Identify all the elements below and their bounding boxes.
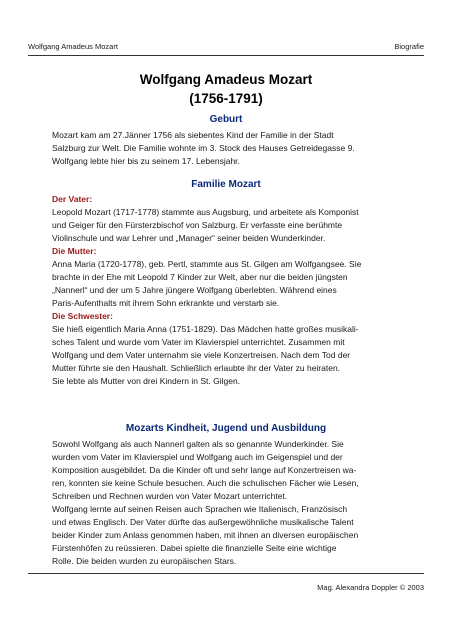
text-line: Sie lebte als Mutter von drei Kindern in St. Gilgen. — [52, 376, 241, 386]
section-heading-familie: Familie Mozart — [191, 179, 261, 190]
footer-author: Mag. Alexandra Doppler © 2003 — [317, 583, 424, 592]
text-line: Wolfgang lebte hier bis zu seinem 17. Lebensjahr. — [52, 156, 240, 166]
text-line: Sowohl Wolfgang als auch Nannerl galten als so genannte Wunderkinder. Sie — [52, 439, 344, 449]
header-divider — [28, 55, 424, 56]
text-line: beider Kinder zum Anlass genommen haben, mit ihnen an diversen europäischen — [52, 530, 359, 540]
document-title: Wolfgang Amadeus Mozart — [139, 72, 313, 87]
text-line: „Nannerl“ und der um 5 Jahre jüngere Wolfgang überlebten. Während eines — [52, 285, 337, 295]
section-body-familie — [52, 193, 412, 388]
text-line: Fürstenhöfen zu reüssieren. Dabei spielte die finanzielle Seite eine wichtige — [52, 543, 337, 553]
text-line: sches Talent und wurde vom Vater im Klavierspiel unterrichtet. Zusammen mit — [52, 337, 345, 347]
running-header-title: Wolfgang Amadeus Mozart — [28, 42, 118, 51]
subheading-mutter: Die Mutter: — [52, 246, 97, 256]
text-line: Wolfgang und dem Vater unternahm sie viele Konzertreisen. Nach dem Tod der — [52, 350, 351, 360]
text-line: brachte in der Ehe mit Leopold 7 Kinder zur Welt, aber nur die beiden jüngsten — [52, 272, 348, 282]
section-heading-kindheit: Mozarts Kindheit, Jugend und Ausbildung — [125, 423, 327, 434]
footer-divider — [28, 573, 424, 574]
subheading-schwester: Die Schwester: — [52, 311, 113, 321]
text-line: Schreiben und Rechnen wurden von Vater Mozart unterrichtet. — [52, 491, 288, 501]
text-line: Salzburg zur Welt. Die Familie wohnte im 3. Stock des Hauses Getreidegasse 9. — [52, 143, 355, 153]
text-line: Wolfgang lernte auf seinen Reisen auch Sprachen wie Italienisch, Französisch — [52, 504, 348, 514]
text-line: und etwas Englisch. Der Vater dürfte das außergewöhnliche musikalische Talent — [52, 517, 354, 527]
section-body-geburt — [52, 129, 412, 168]
text-line: Mutter führte sie den Haushalt. Schließlich erlaubte ihr der Vater zu heiraten. — [52, 363, 341, 373]
text-line: und Geiger für den Fürsterzbischof von Salzburg. Er verfasste eine berühmte — [52, 220, 343, 230]
section-body-kindheit — [52, 438, 412, 568]
text-line: Anna Maria (1720-1778), geb. Pertl, stammte aus St. Gilgen am Wolfgangsee. Sie — [52, 259, 362, 269]
running-header-section: Biografie — [394, 42, 424, 51]
text-line: Rolle. Die beiden wurden zu europäischen Stars. — [52, 556, 237, 566]
subheading-vater: Der Vater: — [52, 194, 93, 204]
text-line: Paris-Aufenthalts mit ihrem Sohn erkrankte und verstarb sie. — [52, 298, 280, 308]
text-line: Sie hieß eigentlich Maria Anna (1751-1829). Das Mädchen hatte großes musikali- — [52, 324, 359, 334]
document-title-dates: (1756-1791) — [189, 91, 263, 106]
text-line: Violinschule und war Lehrer und „Manager“ seiner beiden Wunderkinder. — [52, 233, 326, 243]
text-line: Komposition ausgebildet. Da die Kinder oft und sehr lange auf Konzertreisen wa- — [52, 465, 357, 475]
text-line: Mozart kam am 27.Jänner 1756 als siebentes Kind der Familie in der Stadt — [52, 130, 334, 140]
text-line: ren, konnten sie keine Schule besuchen. Auch die schulischen Fächer wie Lesen, — [52, 478, 359, 488]
section-heading-geburt: Geburt — [209, 114, 243, 125]
text-line: Leopold Mozart (1717-1778) stammte aus Augsburg, und arbeitete als Komponist — [52, 207, 359, 217]
text-line: wurden vom Vater im Klavierspiel und Wolfgang auch im Geigenspiel und der — [52, 452, 343, 462]
